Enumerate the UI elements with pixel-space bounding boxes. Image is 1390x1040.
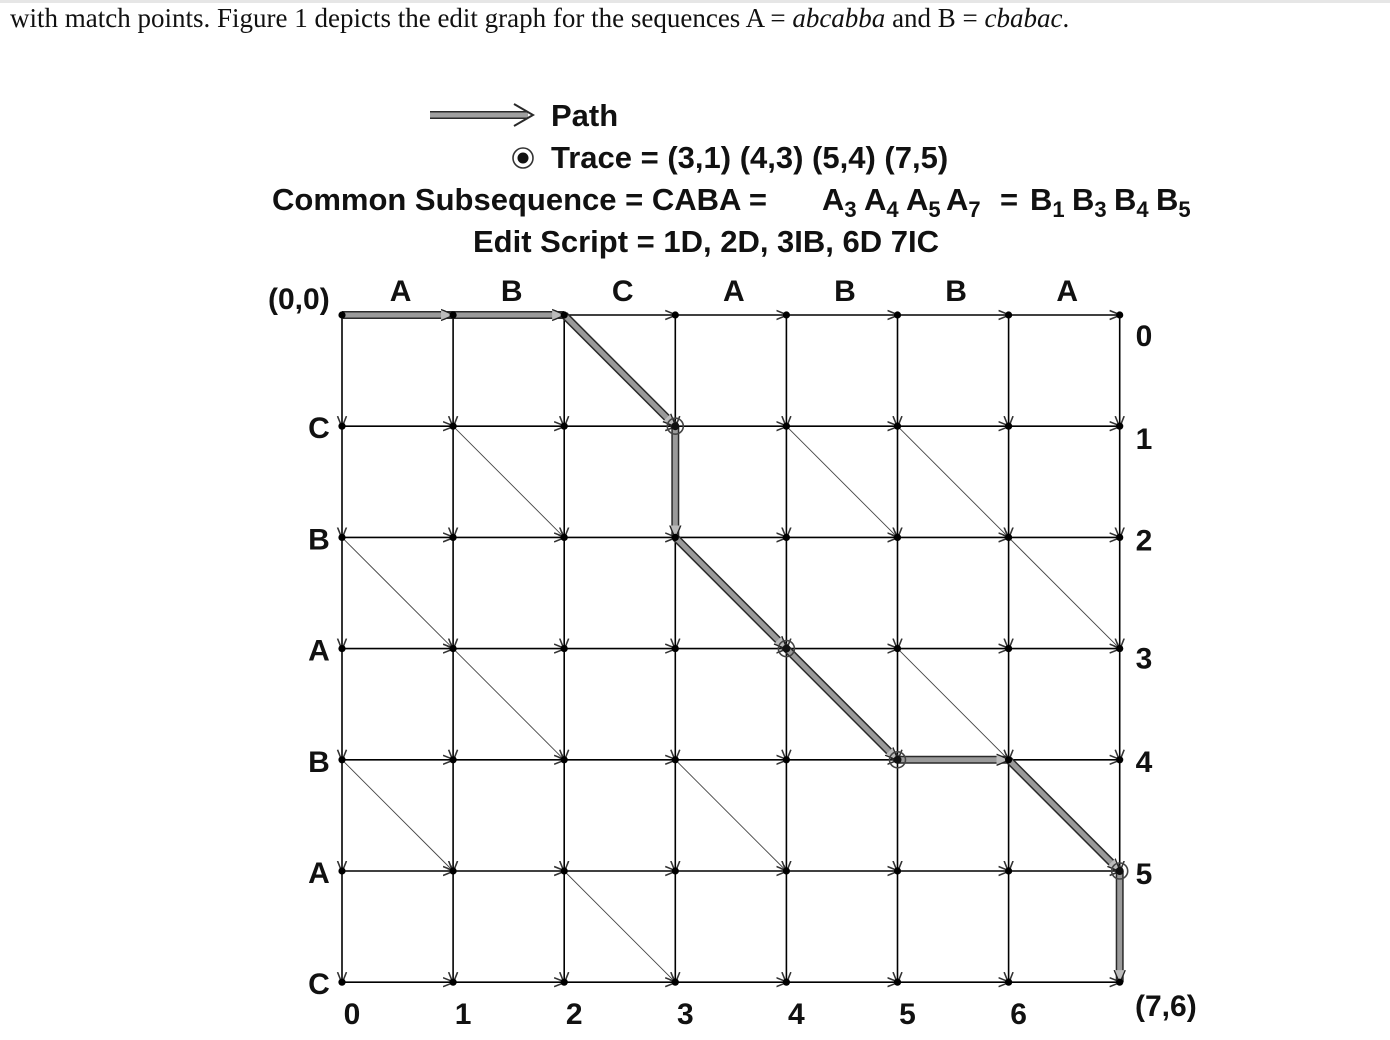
match-diagonal <box>564 871 675 982</box>
y-tick-label: 1 <box>1135 423 1153 457</box>
a-term-sub: 3 <box>844 197 857 222</box>
legend <box>272 98 1191 259</box>
graph-node <box>1116 979 1123 986</box>
graph-node <box>783 867 790 874</box>
graph-node <box>1005 645 1012 652</box>
graph-node <box>450 645 457 652</box>
graph-node <box>672 311 679 318</box>
graph-node <box>338 645 345 652</box>
b-term-sub: 5 <box>1178 197 1191 222</box>
x-tick-label: 0 <box>343 998 361 1031</box>
caption-lead: with match points. Figure 1 depicts the edit graph for the sequences A = <box>10 3 786 33</box>
graph-node <box>672 645 679 652</box>
graph-node <box>1005 423 1012 430</box>
path-segment <box>786 649 897 760</box>
graph-node <box>561 311 568 318</box>
match-diagonal <box>453 426 564 537</box>
graph-node <box>672 756 679 763</box>
caption-mid: and B = <box>892 3 978 33</box>
x-tick-label: 2 <box>565 998 583 1031</box>
a-term-sub: 4 <box>886 197 899 222</box>
match-diagonal <box>898 649 1009 760</box>
sequence-a-letter: A <box>1056 275 1078 308</box>
caption-tail: . <box>1062 3 1070 33</box>
graph-node <box>338 534 345 541</box>
a-term-sub: 7 <box>968 197 981 222</box>
a-term: A <box>906 182 929 217</box>
a-term-sub: 5 <box>928 197 941 222</box>
graph-node <box>561 534 568 541</box>
y-tick-label: 2 <box>1135 524 1153 558</box>
sequence-a-letter: B <box>834 275 856 308</box>
graph-node <box>1005 311 1012 318</box>
graph-node <box>450 423 457 430</box>
graph-node <box>561 423 568 430</box>
graph-node <box>338 979 345 986</box>
graph-node <box>894 423 901 430</box>
graph-node <box>1116 534 1123 541</box>
b-term-sub: 1 <box>1052 197 1065 222</box>
caption-seq-b: cbabac <box>984 3 1063 33</box>
graph-node <box>1005 534 1012 541</box>
sequence-b-letter: B <box>308 523 330 557</box>
sequence-a-letter: A <box>723 275 745 308</box>
sequence-b-letter: B <box>308 745 330 779</box>
graph-node <box>1005 867 1012 874</box>
graph-node <box>338 867 345 874</box>
b-term-sub: 4 <box>1136 197 1149 222</box>
path-segment <box>1009 760 1120 871</box>
graph-node <box>1116 311 1123 318</box>
a-term: A <box>864 182 887 217</box>
graph-node <box>450 979 457 986</box>
b-term: B <box>1072 182 1095 217</box>
graph-node <box>561 645 568 652</box>
graph-node <box>783 979 790 986</box>
common-subsequence-line <box>272 182 1191 224</box>
x-tick-label: 4 <box>788 998 805 1031</box>
x-tick-label: 6 <box>1010 998 1027 1031</box>
sequence-a-letter: C <box>611 275 634 308</box>
graph-node <box>1005 979 1012 986</box>
path-segment <box>675 537 786 648</box>
b-term: B <box>1156 182 1179 217</box>
legend-path-label: Path <box>551 98 619 133</box>
x-tick-label: 5 <box>899 998 916 1031</box>
sequence-b-letter: C <box>308 412 330 446</box>
y-tick-label: 5 <box>1135 858 1153 891</box>
edit-graph-grid <box>342 315 1120 982</box>
graph-node <box>338 311 345 318</box>
graph-node <box>338 756 345 763</box>
graph-node <box>561 979 568 986</box>
path-segment <box>564 315 675 426</box>
graph-node <box>561 756 568 763</box>
b-term: B <box>1114 182 1137 217</box>
sequence-a-letter: B <box>945 275 967 308</box>
a-term: A <box>946 182 969 217</box>
match-diagonal <box>786 426 897 537</box>
legend-path-arrow <box>430 104 533 126</box>
graph-node <box>1005 756 1012 763</box>
edit-script-label: Edit Script = 1D, 2D, 3IB, 6D 7IC <box>473 224 939 259</box>
trace-point <box>1116 867 1124 875</box>
match-diagonal <box>1009 537 1120 648</box>
a-term: A <box>822 182 845 217</box>
graph-node <box>672 534 679 541</box>
graph-node <box>1116 645 1123 652</box>
graph-node <box>672 867 679 874</box>
b-term: B <box>1030 182 1053 217</box>
graph-labels <box>268 275 1197 1031</box>
y-tick-label: 4 <box>1135 745 1153 779</box>
graph-node <box>338 423 345 430</box>
origin-label: (0,0) <box>268 283 330 316</box>
match-diagonal <box>342 537 453 648</box>
graph-node <box>450 867 457 874</box>
graph-node <box>894 645 901 652</box>
graph-node <box>894 534 901 541</box>
graph-node <box>450 311 457 318</box>
match-diagonal <box>453 649 564 760</box>
x-tick-label: 1 <box>454 998 472 1031</box>
legend-trace-label: Trace = (3,1) (4,3) (5,4) (7,5) <box>551 140 949 175</box>
graph-node <box>894 867 901 874</box>
graph-node <box>783 311 790 318</box>
match-diagonal <box>675 760 786 871</box>
graph-node <box>450 534 457 541</box>
trace-point <box>671 422 679 430</box>
sequence-b-letter: A <box>308 634 330 668</box>
trace-point <box>894 756 902 764</box>
sequence-b-letter: A <box>308 857 330 890</box>
x-tick-label: 3 <box>676 998 694 1031</box>
equals-sign: = <box>1000 182 1019 217</box>
graph-node <box>1116 423 1123 430</box>
match-diagonal <box>898 426 1009 537</box>
graph-node <box>783 423 790 430</box>
graph-node <box>450 756 457 763</box>
graph-node <box>561 867 568 874</box>
y-tick-label: 0 <box>1135 320 1153 353</box>
trace-point <box>782 645 790 653</box>
common-subsequence-prefix: Common Subsequence = CABA = <box>272 182 767 217</box>
graph-node <box>1116 756 1123 763</box>
graph-node <box>894 979 901 986</box>
y-tick-label: 3 <box>1135 642 1153 676</box>
graph-node <box>894 311 901 318</box>
b-term-sub: 3 <box>1094 197 1107 222</box>
caption-seq-a: abcabba <box>792 3 886 33</box>
graph-node <box>672 979 679 986</box>
graph-node <box>783 534 790 541</box>
end-label: (7,6) <box>1135 990 1197 1023</box>
legend-trace-marker <box>513 148 533 168</box>
graph-node <box>783 756 790 763</box>
sequence-b-letter: C <box>308 968 330 1002</box>
sequence-a-letter: B <box>500 275 523 308</box>
sequence-a-letter: A <box>389 275 412 308</box>
match-diagonal <box>342 760 453 871</box>
